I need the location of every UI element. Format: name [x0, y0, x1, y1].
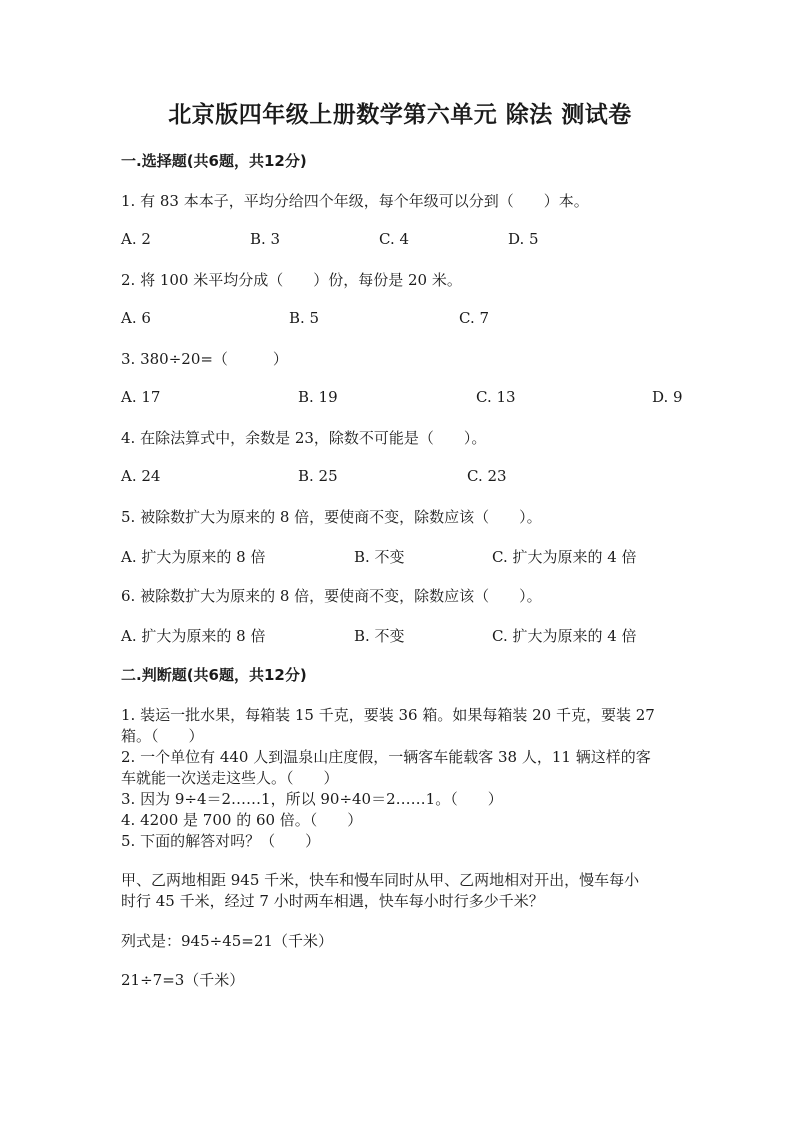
question-1-stem: 1. 有 83 本本子，平均分给四个年级，每个年级可以分到（ ）本。 [121, 192, 589, 210]
question-5-stem: 5. 被除数扩大为原来的 8 倍，要使商不变，除数应该（ ）。 [121, 508, 542, 526]
q1-option-d: D. 5 [508, 230, 539, 248]
q2-option-b: B. 5 [289, 309, 320, 327]
judge-item-1-line-1: 1. 装运一批水果，每箱装 15 千克，要装 36 箱。如果每箱装 20 千克，要装 27 [121, 706, 655, 724]
section-1-heading: 一.选择题(共6题，共12分) [121, 152, 307, 170]
q3-option-a: A. 17 [121, 388, 161, 406]
q3-option-c: C. 13 [476, 388, 516, 406]
q5-option-c: C. 扩大为原来的 4 倍 [492, 548, 637, 566]
q6-option-a: A. 扩大为原来的 8 倍 [121, 627, 266, 645]
q4-option-a: A. 24 [121, 467, 161, 485]
judge-item-1-line-2: 箱。（ ） [121, 727, 204, 745]
q1-option-c: C. 4 [379, 230, 410, 248]
q3-option-d: D. 9 [652, 388, 683, 406]
solution-line-2: 21÷7=3（千米） [121, 971, 245, 989]
question-4-stem: 4. 在除法算式中，余数是 23，除数不可能是（ ）。 [121, 429, 487, 447]
q3-option-b: B. 19 [298, 388, 338, 406]
q6-option-b: B. 不变 [354, 627, 405, 645]
q1-option-b: B. 3 [250, 230, 281, 248]
q1-option-a: A. 2 [121, 230, 151, 248]
judge-item-2-line-2: 车就能一次送走这些人。（ ） [121, 769, 339, 787]
q6-option-c: C. 扩大为原来的 4 倍 [492, 627, 637, 645]
solution-line-1: 列式是：945÷45=21（千米） [121, 932, 333, 950]
judge-item-3: 3. 因为 9÷4＝2……1，所以 90÷40＝2……1。（ ） [121, 790, 503, 808]
judge-item-2-line-1: 2. 一个单位有 440 人到温泉山庄度假，一辆客车能载客 38 人，11 辆这样的客 [121, 748, 651, 766]
q5-option-b: B. 不变 [354, 548, 405, 566]
judge-item-5: 5. 下面的解答对吗？（ ） [121, 832, 321, 850]
q2-option-c: C. 7 [459, 309, 490, 327]
q4-option-c: C. 23 [467, 467, 507, 485]
q4-option-b: B. 25 [298, 467, 338, 485]
section-2-heading: 二.判断题(共6题，共12分) [121, 666, 307, 684]
judge-item-4: 4. 4200 是 700 的 60 倍。（ ） [121, 811, 363, 829]
q5-option-a: A. 扩大为原来的 8 倍 [121, 548, 266, 566]
question-3-stem: 3. 380÷20=（ ） [121, 350, 288, 368]
q2-option-a: A. 6 [121, 309, 151, 327]
problem-text-line-2: 时行 45 千米，经过 7 小时两车相遇，快车每小时行多少千米？ [121, 892, 544, 910]
question-6-stem: 6. 被除数扩大为原来的 8 倍，要使商不变，除数应该（ ）。 [121, 587, 542, 605]
problem-text-line-1: 甲、乙两地相距 945 千米，快车和慢车同时从甲、乙两地相对开出，慢车每小 [121, 871, 640, 889]
page-title: 北京版四年级上册数学第六单元 除法 测试卷 [168, 102, 632, 128]
question-2-stem: 2. 将 100 米平均分成（ ）份，每份是 20 米。 [121, 271, 462, 289]
